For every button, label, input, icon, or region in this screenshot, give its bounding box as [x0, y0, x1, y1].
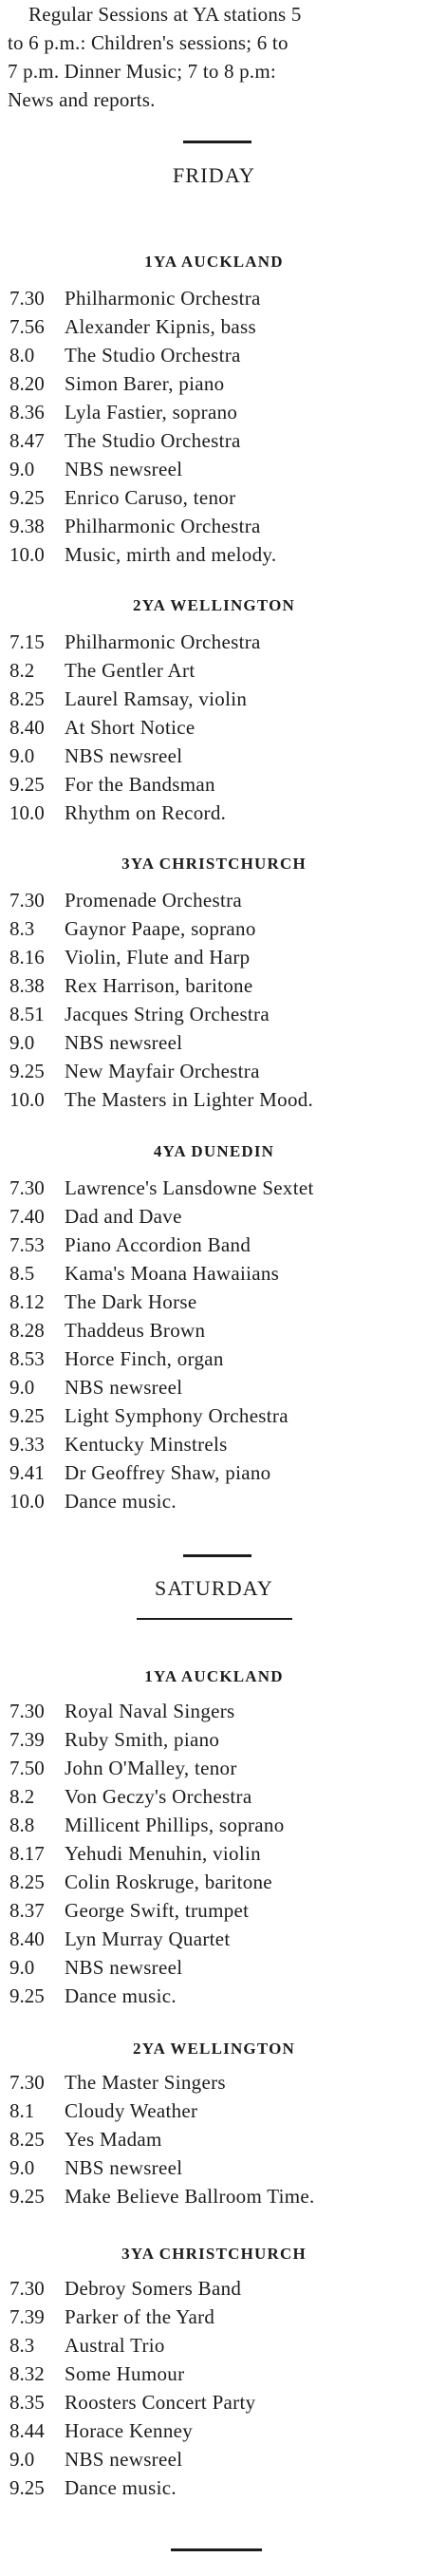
program-title: Music, mirth and melody.: [65, 543, 277, 566]
station-heading-4ya-dunedin: 4YA DUNEDIN: [153, 1142, 275, 1160]
program-time: 8.17: [9, 1842, 45, 1865]
schedule-row: [9, 1953, 427, 1982]
program-time: 9.0: [9, 2448, 35, 2471]
program-time: 8.35: [9, 2391, 45, 2414]
program-time: 9.0: [9, 1031, 35, 1054]
intro-line: to 6 p.m.: Children's sessions; 6 to: [8, 31, 288, 54]
program-title: Von Geczy's Orchestra: [65, 1785, 252, 1808]
program-time: 8.1: [9, 2099, 35, 2122]
program-time: 8.2: [9, 1785, 35, 1808]
schedule-row: [9, 1697, 427, 1725]
schedule-row: [9, 1028, 427, 1057]
intro-paragraph: [8, 0, 425, 114]
schedule-row: [9, 1316, 427, 1344]
schedule-row: [9, 1896, 427, 1925]
schedule-row: [9, 1811, 427, 1839]
program-title: Piano Accordion Band: [65, 1233, 251, 1256]
station-heading-3ya-christchurch: 3YA CHRISTCHURCH: [121, 2245, 307, 2263]
program-title: NBS newsreel: [65, 1376, 183, 1399]
program-title: The Studio Orchestra: [65, 344, 241, 367]
schedule-row: [9, 1982, 427, 2010]
program-title: At Short Notice: [65, 716, 195, 739]
schedule-row: [9, 1202, 427, 1231]
program-time: 9.0: [9, 458, 35, 480]
program-title: Parker of the Yard: [65, 2305, 215, 2328]
program-time: 8.0: [9, 344, 35, 367]
schedule-row: [9, 1839, 427, 1868]
schedule-row: [9, 312, 427, 341]
schedule-row: [9, 2445, 427, 2473]
program-title: The Master Singers: [65, 2071, 226, 2094]
program-time: 8.2: [9, 659, 35, 682]
program-time: 8.38: [9, 974, 45, 997]
program-title: George Swift, trumpet: [65, 1899, 250, 1922]
schedule-row: [9, 2097, 427, 2125]
program-time: 8.51: [9, 1003, 45, 1025]
program-title: Simon Barer, piano: [65, 372, 225, 395]
program-title: Jacques String Orchestra: [65, 1003, 270, 1025]
schedule-row: [9, 914, 427, 943]
schedule-row: [9, 2182, 427, 2210]
program-title: For the Bandsman: [65, 773, 215, 796]
program-title: Violin, Flute and Harp: [65, 946, 251, 968]
schedule-row: [9, 656, 427, 685]
schedule-row: [9, 2153, 427, 2182]
schedule-row: [9, 1430, 427, 1458]
divider-rule: [171, 2548, 262, 2551]
program-time: 8.3: [9, 917, 35, 940]
schedule-row: [9, 713, 427, 742]
program-title: Rex Harrison, baritone: [65, 974, 253, 997]
schedule-list-saturday-3ya: [9, 2274, 427, 2502]
schedule-list-friday-4ya: [9, 1174, 427, 1515]
program-title: Debroy Somers Band: [65, 2277, 242, 2300]
program-time: 9.25: [9, 2476, 45, 2499]
program-time: 10.0: [9, 1088, 45, 1111]
schedule-row: [9, 1754, 427, 1782]
program-title: Yehudi Menuhin, violin: [65, 1842, 261, 1865]
program-time: 9.33: [9, 1433, 45, 1456]
program-time: 8.20: [9, 372, 45, 395]
program-title: Gaynor Paape, soprano: [65, 917, 256, 940]
schedule-row: [9, 1174, 427, 1202]
program-title: Dad and Dave: [65, 1205, 182, 1228]
program-time: 7.30: [9, 889, 45, 912]
program-time: 7.30: [9, 2071, 45, 2094]
schedule-list-friday-2ya: [9, 628, 427, 827]
intro-line: News and reports.: [8, 88, 156, 111]
schedule-row: [9, 512, 427, 540]
program-time: 8.40: [9, 716, 45, 739]
program-title: The Studio Orchestra: [65, 429, 241, 452]
schedule-row: [9, 971, 427, 1000]
schedule-row: [9, 1458, 427, 1487]
program-time: 7.39: [9, 1728, 45, 1751]
schedule-row: [9, 1288, 427, 1316]
program-time: 9.38: [9, 515, 45, 537]
schedule-row: [9, 341, 427, 369]
station-heading-2ya-wellington: 2YA WELLINGTON: [133, 2040, 295, 2058]
program-time: 9.0: [9, 1956, 35, 1979]
program-time: 8.12: [9, 1290, 45, 1313]
program-time: 8.36: [9, 401, 45, 423]
schedule-row: [9, 2473, 427, 2502]
schedule-row: [9, 455, 427, 483]
schedule-row: [9, 1868, 427, 1896]
station-heading-3ya-christchurch: 3YA CHRISTCHURCH: [121, 855, 307, 873]
schedule-row: [9, 2331, 427, 2360]
schedule-row: [9, 1487, 427, 1515]
program-time: 8.8: [9, 1814, 35, 1836]
schedule-row: [9, 1259, 427, 1288]
program-title: Light Symphony Orchestra: [65, 1404, 288, 1427]
program-title: Horce Finch, organ: [65, 1347, 224, 1370]
program-title: Alexander Kipnis, bass: [65, 315, 256, 338]
program-title: The Masters in Lighter Mood.: [65, 1088, 314, 1111]
schedule-row: [9, 886, 427, 914]
program-title: Royal Naval Singers: [65, 1700, 235, 1722]
program-time: 9.25: [9, 1404, 45, 1427]
program-title: Lyla Fastier, soprano: [65, 401, 238, 423]
program-title: Philharmonic Orchestra: [65, 630, 261, 653]
program-time: 9.25: [9, 2185, 45, 2208]
program-time: 10.0: [9, 1490, 45, 1513]
program-time: 7.56: [9, 315, 45, 338]
program-time: 7.53: [9, 1233, 45, 1256]
program-title: Rhythm on Record.: [65, 801, 227, 824]
program-title: Horace Kenney: [65, 2419, 194, 2442]
schedule-row: [9, 2416, 427, 2445]
schedule-list-friday-1ya: [9, 284, 427, 569]
program-title: Yes Madam: [65, 2128, 162, 2151]
program-title: Enrico Caruso, tenor: [65, 486, 236, 509]
program-title: Make Believe Ballroom Time.: [65, 2185, 315, 2208]
program-title: NBS newsreel: [65, 1031, 183, 1054]
program-title: Cloudy Weather: [65, 2099, 198, 2122]
program-title: Kentucky Minstrels: [65, 1433, 228, 1456]
schedule-row: [9, 1725, 427, 1754]
day-heading-friday: FRIDAY: [172, 163, 256, 187]
program-time: 10.0: [9, 543, 45, 566]
program-title: Dr Geoffrey Shaw, piano: [65, 1461, 271, 1484]
program-title: Philharmonic Orchestra: [65, 287, 261, 310]
program-time: 8.25: [9, 1871, 45, 1893]
program-time: 9.25: [9, 486, 45, 509]
program-time: 9.25: [9, 1060, 45, 1082]
schedule-row: [9, 1373, 427, 1401]
program-title: Thaddeus Brown: [65, 1319, 206, 1342]
program-time: 9.41: [9, 1461, 45, 1484]
program-title: Promenade Orchestra: [65, 889, 243, 912]
schedule-row: [9, 1231, 427, 1259]
station-heading-2ya-wellington: 2YA WELLINGTON: [133, 596, 295, 614]
schedule-row: [9, 943, 427, 971]
program-title: NBS newsreel: [65, 1956, 183, 1979]
program-title: Colin Roskruge, baritone: [65, 1871, 272, 1893]
schedule-row: [9, 1000, 427, 1028]
day-underline-rule: [137, 1618, 292, 1620]
program-time: 9.0: [9, 744, 35, 767]
program-time: 9.0: [9, 2156, 35, 2179]
schedule-row: [9, 540, 427, 569]
program-title: Laurel Ramsay, violin: [65, 687, 248, 710]
program-title: Lawrence's Lansdowne Sextet: [65, 1176, 314, 1199]
program-time: 7.30: [9, 287, 45, 310]
program-time: 7.30: [9, 2277, 45, 2300]
schedule-row: [9, 483, 427, 512]
schedule-row: [9, 1925, 427, 1953]
station-heading-1ya-auckland: 1YA AUCKLAND: [144, 253, 284, 271]
program-time: 7.30: [9, 1700, 45, 1722]
program-time: 8.44: [9, 2419, 45, 2442]
schedule-row: [9, 284, 427, 312]
schedule-row: [9, 1085, 427, 1114]
program-time: 8.28: [9, 1319, 45, 1342]
program-time: 7.30: [9, 1176, 45, 1199]
program-title: Austral Trio: [65, 2334, 165, 2357]
schedule-list-saturday-1ya: [9, 1697, 427, 2010]
intro-line: Regular Sessions at YA stations 5: [28, 3, 302, 26]
schedule-list-friday-3ya: [9, 886, 427, 1114]
divider-rule: [183, 1554, 251, 1557]
schedule-row: [9, 1782, 427, 1811]
schedule-row: [9, 685, 427, 713]
schedule-list-saturday-2ya: [9, 2068, 427, 2210]
schedule-row: [9, 742, 427, 770]
program-time: 7.40: [9, 1205, 45, 1228]
program-title: New Mayfair Orchestra: [65, 1060, 260, 1082]
program-time: 9.25: [9, 1984, 45, 2007]
program-title: Millicent Phillips, soprano: [65, 1814, 285, 1836]
program-time: 8.25: [9, 687, 45, 710]
schedule-row: [9, 1344, 427, 1373]
schedule-row: [9, 2125, 427, 2153]
schedule-row: [9, 2388, 427, 2416]
program-title: NBS newsreel: [65, 2156, 183, 2179]
program-title: Dance music.: [65, 1984, 177, 2007]
program-time: 8.25: [9, 2128, 45, 2151]
program-time: 7.15: [9, 630, 45, 653]
schedule-row: [9, 628, 427, 656]
program-time: 8.32: [9, 2362, 45, 2385]
program-time: 9.0: [9, 1376, 35, 1399]
intro-line: 7 p.m. Dinner Music; 7 to 8 p.m:: [8, 60, 276, 83]
divider-rule: [183, 141, 251, 143]
program-title: Dance music.: [65, 2476, 177, 2499]
program-time: 8.47: [9, 429, 45, 452]
station-heading-1ya-auckland: 1YA AUCKLAND: [144, 1667, 284, 1685]
program-title: NBS newsreel: [65, 744, 183, 767]
schedule-row: [9, 2068, 427, 2097]
program-title: Dance music.: [65, 1490, 177, 1513]
day-heading-saturday: SATURDAY: [155, 1576, 273, 1600]
program-time: 8.37: [9, 1899, 45, 1922]
program-title: Philharmonic Orchestra: [65, 515, 261, 537]
program-title: Roosters Concert Party: [65, 2391, 256, 2414]
program-title: The Dark Horse: [65, 1290, 197, 1313]
program-title: Lyn Murray Quartet: [65, 1927, 231, 1950]
program-title: Some Humour: [65, 2362, 185, 2385]
program-time: 8.40: [9, 1927, 45, 1950]
program-title: NBS newsreel: [65, 458, 183, 480]
schedule-row: [9, 2274, 427, 2303]
program-title: NBS newsreel: [65, 2448, 183, 2471]
schedule-row: [9, 2360, 427, 2388]
schedule-row: [9, 369, 427, 398]
program-time: 7.39: [9, 2305, 45, 2328]
schedule-row: [9, 799, 427, 827]
schedule-row: [9, 1401, 427, 1430]
program-time: 10.0: [9, 801, 45, 824]
schedule-row: [9, 770, 427, 799]
schedule-row: [9, 426, 427, 455]
program-time: 8.16: [9, 946, 45, 968]
schedule-row: [9, 1057, 427, 1085]
schedule-row: [9, 2303, 427, 2331]
program-time: 8.3: [9, 2334, 35, 2357]
program-title: Kama's Moana Hawaiians: [65, 1262, 280, 1285]
program-title: John O'Malley, tenor: [65, 1757, 237, 1779]
program-time: 8.53: [9, 1347, 45, 1370]
schedule-row: [9, 398, 427, 426]
program-time: 9.25: [9, 773, 45, 796]
program-time: 7.50: [9, 1757, 45, 1779]
program-time: 8.5: [9, 1262, 35, 1285]
program-title: Ruby Smith, piano: [65, 1728, 220, 1751]
program-title: The Gentler Art: [65, 659, 195, 682]
